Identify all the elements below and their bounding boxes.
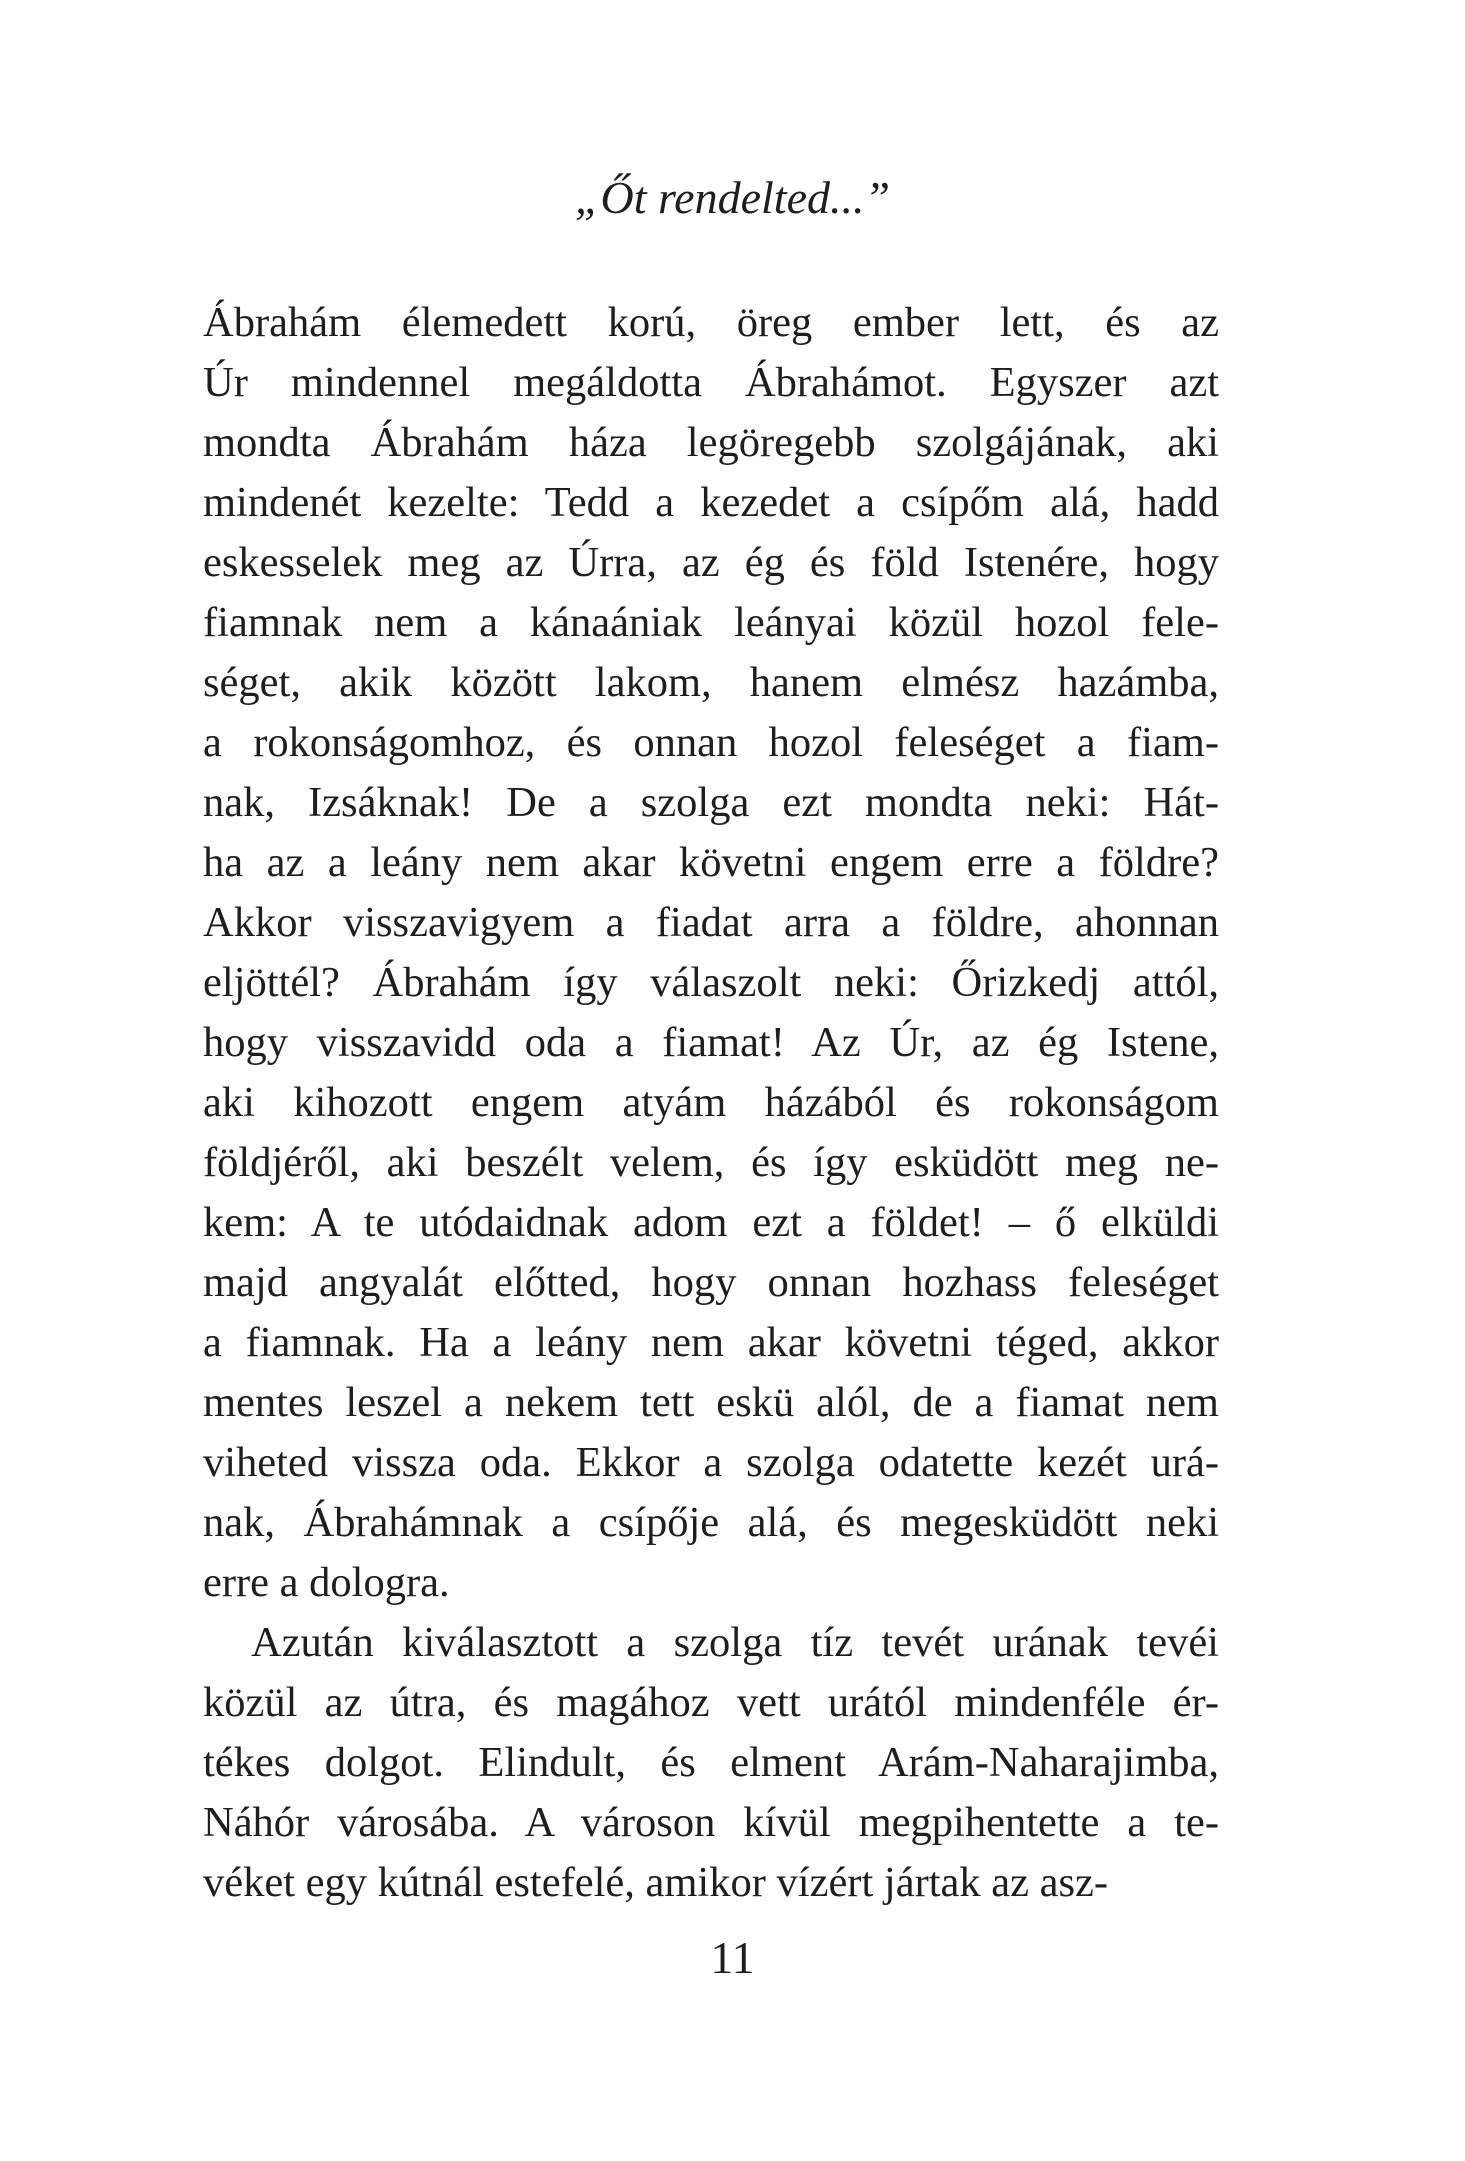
text-line: véket egy kútnál estefelé, amikor vízért jártak az asz-: [203, 1859, 1109, 1906]
text-line: a fiamnak. Ha a leány nem akar követni téged, akkor: [203, 1319, 1219, 1366]
page-number: 11: [710, 1932, 755, 1983]
paragraph: [203, 1613, 1219, 1913]
text-line: viheted vissza oda. Ekkor a szolga odatette kezét urá-: [203, 1439, 1219, 1486]
body-text: [203, 293, 1219, 1913]
text-line: nak, Izsáknak! De a szolga ezt mondta neki: Hát-: [203, 779, 1219, 826]
text-line: eskesselek meg az Úrra, az ég és föld Istenére, hogy: [203, 539, 1219, 586]
text-line: séget, akik között lakom, hanem elmész hazámba,: [203, 659, 1219, 706]
text-line: Azután kiválasztott a szolga tíz tevét urának tevéi: [251, 1619, 1219, 1666]
text-line: Ábrahám élemedett korú, öreg ember lett, és az: [203, 299, 1219, 346]
text-line: közül az útra, és magához vett urától mindenféle ér-: [203, 1679, 1219, 1726]
paragraph: [203, 293, 1219, 1613]
text-line: mondta Ábrahám háza legöregebb szolgájának, aki: [203, 419, 1219, 466]
text-line: a rokonságomhoz, és onnan hozol feleséget a fiam-: [203, 719, 1219, 766]
text-line: nak, Ábrahámnak a csípője alá, és megesküdött neki: [203, 1499, 1219, 1546]
text-line: Akkor visszavigyem a fiadat arra a földre, ahonnan: [203, 899, 1219, 946]
chapter-heading: „Őt rendelted...”: [574, 172, 891, 223]
text-line: kem: A te utódaidnak adom ezt a földet! – ő elküldi: [203, 1199, 1219, 1246]
text-line: aki kihozott engem atyám házából és rokonságom: [203, 1079, 1219, 1126]
text-line: földjéről, aki beszélt velem, és így esküdött meg ne-: [203, 1139, 1219, 1186]
text-line: tékes dolgot. Elindult, és elment Arám-Naharajimba,: [203, 1739, 1219, 1786]
text-line: Úr mindennel megáldotta Ábrahámot. Egyszer azt: [203, 359, 1219, 406]
text-line: Náhór városába. A városon kívül megpihentette a te-: [203, 1799, 1219, 1846]
text-line: ha az a leány nem akar követni engem erre a földre?: [203, 839, 1219, 886]
text-line: fiamnak nem a kánaániak leányai közül hozol fele-: [203, 599, 1219, 646]
text-line: majd angyalát előtted, hogy onnan hozhass feleséget: [203, 1259, 1219, 1306]
text-line: hogy visszavidd oda a fiamat! Az Úr, az ég Istene,: [203, 1019, 1219, 1066]
text-line: mentes leszel a nekem tett eskü alól, de a fiamat nem: [203, 1379, 1219, 1426]
text-line: mindenét kezelte: Tedd a kezedet a csípőm alá, hadd: [203, 479, 1219, 526]
text-line: eljöttél? Ábrahám így válaszolt neki: Őrizkedj attól,: [203, 959, 1219, 1006]
text-line: erre a dologra.: [203, 1559, 450, 1606]
